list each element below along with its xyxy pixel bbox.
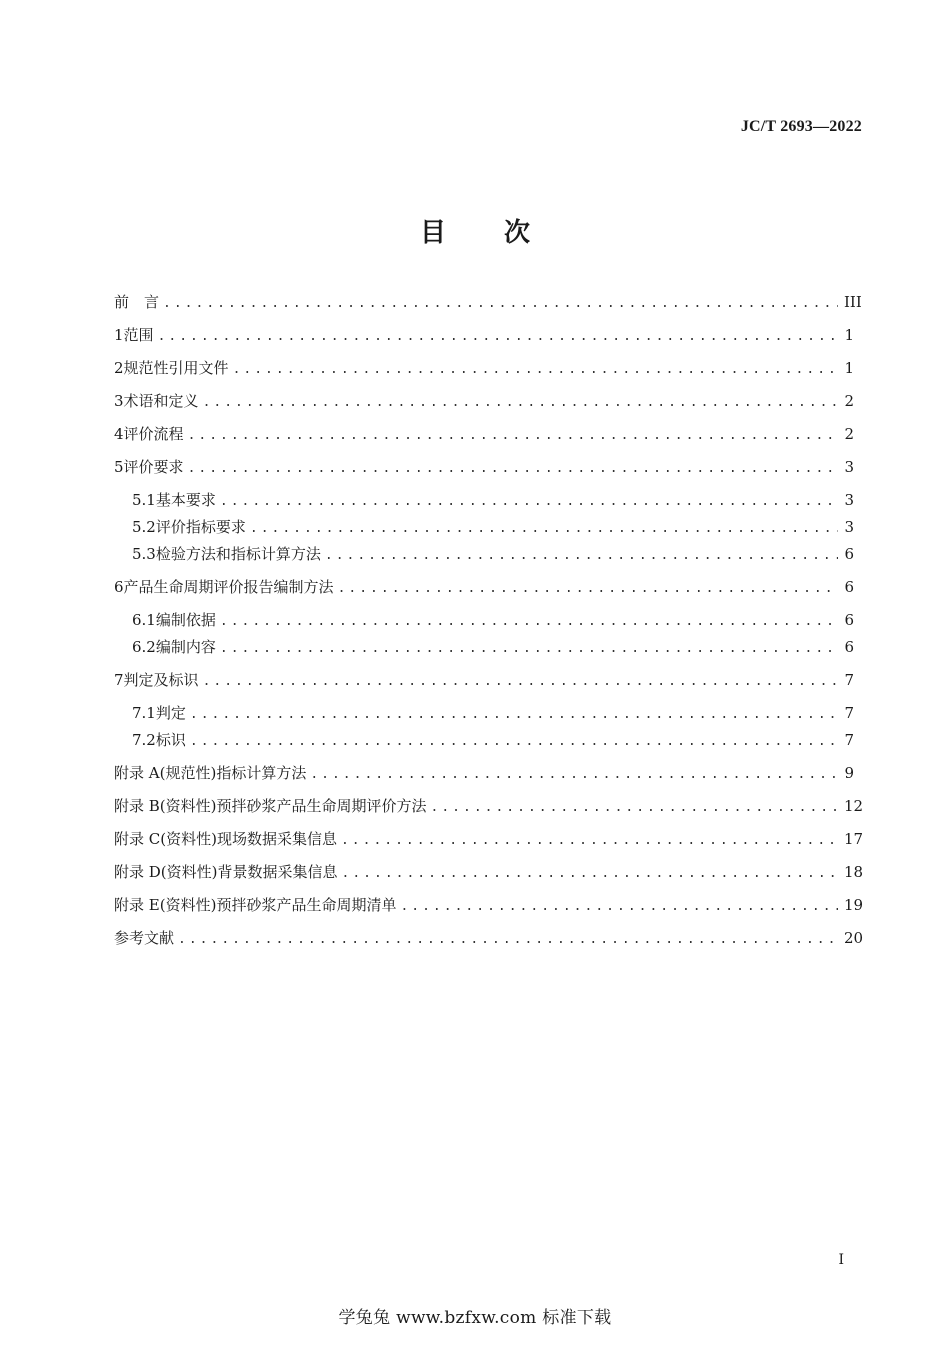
toc-entry-label: 术语和定义	[123, 392, 199, 410]
dot-leader	[188, 426, 838, 446]
toc-entry-5-1[interactable]	[114, 490, 854, 512]
standard-code: JC/T 2693—2022	[740, 118, 862, 135]
toc-entry-appendix-c[interactable]	[114, 829, 864, 851]
toc-entry-number: 7.2	[132, 731, 156, 749]
toc-entry-page: 2	[844, 425, 854, 443]
watermark-text: 学兔兔 www.bzfxw.com 标准下载	[338, 1308, 612, 1328]
dot-leader	[338, 579, 838, 599]
toc-entry-label: 编制依据	[155, 611, 216, 629]
toc-entry-label: 现场数据采集信息	[216, 830, 337, 848]
toc-entry-6-2[interactable]	[114, 637, 854, 659]
toc-entry-number: 附录 D(资料性)	[114, 863, 218, 881]
dot-leader	[431, 798, 838, 818]
toc-entry-label: 编制内容	[155, 638, 216, 656]
toc-entry-label: 判定及标识	[123, 671, 199, 689]
toc-entry-page: 7	[844, 731, 854, 749]
toc-entry-page: 17	[844, 830, 864, 848]
toc-entry-3[interactable]	[114, 391, 854, 413]
toc-entry-label: 检验方法和指标计算方法	[155, 545, 321, 563]
dot-leader	[250, 519, 838, 539]
toc-entry-4[interactable]	[114, 424, 854, 446]
toc-entry-page: 2	[844, 392, 854, 410]
toc-entry-page: 20	[844, 929, 864, 947]
toc-entry-number: 1	[114, 326, 124, 344]
toc-entry-label: 预拌砂浆产品生命周期清单	[216, 896, 397, 914]
toc-entry-2[interactable]	[114, 358, 854, 380]
toc-entry-page: III	[844, 293, 862, 311]
toc-entry-foreword[interactable]	[114, 292, 862, 314]
toc-entry-label: 评价要求	[123, 458, 184, 476]
toc-entry-appendix-a[interactable]	[114, 763, 854, 785]
toc-entry-number: 3	[114, 392, 124, 410]
toc-entry-6-1[interactable]	[114, 610, 854, 632]
toc-entry-page: 7	[844, 671, 854, 689]
toc-entry-appendix-d[interactable]	[114, 862, 864, 884]
dot-leader	[178, 930, 838, 950]
toc-entry-number: 附录 B(资料性)	[114, 797, 217, 815]
toc-entry-page: 3	[844, 518, 854, 536]
toc-entry-label: 前 言	[114, 293, 160, 311]
toc-entry-appendix-b[interactable]	[114, 796, 864, 818]
toc-entry-5-2[interactable]	[114, 517, 854, 539]
table-of-contents	[114, 292, 864, 950]
dot-leader	[190, 705, 838, 725]
toc-entry-number: 6.1	[132, 611, 156, 629]
page-number: I	[838, 1252, 844, 1268]
toc-entry-label: 判定	[155, 704, 186, 722]
dot-leader	[233, 360, 838, 380]
toc-entry-page: 6	[844, 611, 854, 629]
toc-entry-page: 19	[844, 896, 864, 914]
dot-leader	[203, 672, 838, 692]
dot-leader	[310, 765, 838, 785]
toc-entry-label: 预拌砂浆产品生命周期评价方法	[216, 797, 427, 815]
dot-leader	[220, 492, 838, 512]
toc-entry-page: 7	[844, 704, 854, 722]
toc-entry-7-2[interactable]	[114, 730, 854, 752]
toc-entry-number: 附录 A(规范性)	[114, 764, 217, 782]
toc-entry-appendix-e[interactable]	[114, 895, 864, 917]
dot-leader	[188, 459, 838, 479]
toc-entry-bibliography[interactable]	[114, 928, 864, 950]
toc-entry-page: 6	[844, 545, 854, 563]
toc-entry-number: 6	[114, 578, 124, 596]
toc-entry-number: 2	[114, 359, 124, 377]
toc-entry-label: 指标计算方法	[216, 764, 307, 782]
toc-entry-number: 5.2	[132, 518, 156, 536]
toc-entry-label: 背景数据采集信息	[217, 863, 338, 881]
toc-entry-5-3[interactable]	[114, 544, 854, 566]
toc-entry-number: 6.2	[132, 638, 156, 656]
dot-leader	[341, 831, 838, 851]
dot-leader	[190, 732, 838, 752]
toc-entry-label: 范围	[123, 326, 154, 344]
dot-leader	[325, 546, 838, 566]
toc-entry-page: 12	[844, 797, 864, 815]
toc-entry-number: 7	[114, 671, 124, 689]
toc-entry-number: 附录 E(资料性)	[114, 896, 217, 914]
toc-entry-label: 规范性引用文件	[123, 359, 229, 377]
dot-leader	[400, 897, 838, 917]
toc-entry-label: 基本要求	[155, 491, 216, 509]
toc-entry-5[interactable]	[114, 457, 854, 479]
toc-entry-page: 9	[844, 764, 854, 782]
toc-entry-7[interactable]	[114, 670, 854, 692]
toc-entry-number: 4	[114, 425, 124, 443]
dot-leader	[163, 294, 838, 314]
dot-leader	[158, 327, 838, 347]
toc-entry-page: 3	[844, 491, 854, 509]
toc-entry-page: 3	[844, 458, 854, 476]
toc-entry-number: 7.1	[132, 704, 156, 722]
toc-entry-page: 1	[844, 326, 854, 344]
toc-entry-6[interactable]	[114, 577, 854, 599]
toc-entry-label: 标识	[155, 731, 186, 749]
toc-entry-label: 评价指标要求	[155, 518, 246, 536]
toc-entry-1[interactable]	[114, 325, 854, 347]
toc-entry-page: 6	[844, 578, 854, 596]
toc-entry-label: 产品生命周期评价报告编制方法	[123, 578, 334, 596]
dot-leader	[220, 639, 838, 659]
toc-entry-number: 5	[114, 458, 124, 476]
toc-entry-7-1[interactable]	[114, 703, 854, 725]
toc-entry-label: 参考文献	[114, 929, 175, 947]
toc-entry-page: 1	[844, 359, 854, 377]
toc-entry-page: 6	[844, 638, 854, 656]
toc-entry-page: 18	[844, 863, 864, 881]
toc-entry-number: 5.1	[132, 491, 156, 509]
dot-leader	[342, 864, 838, 884]
toc-entry-number: 5.3	[132, 545, 156, 563]
toc-entry-number: 附录 C(资料性)	[114, 830, 217, 848]
dot-leader	[203, 393, 838, 413]
dot-leader	[220, 612, 838, 632]
toc-title: 目次	[419, 218, 588, 248]
toc-entry-label: 评价流程	[123, 425, 184, 443]
